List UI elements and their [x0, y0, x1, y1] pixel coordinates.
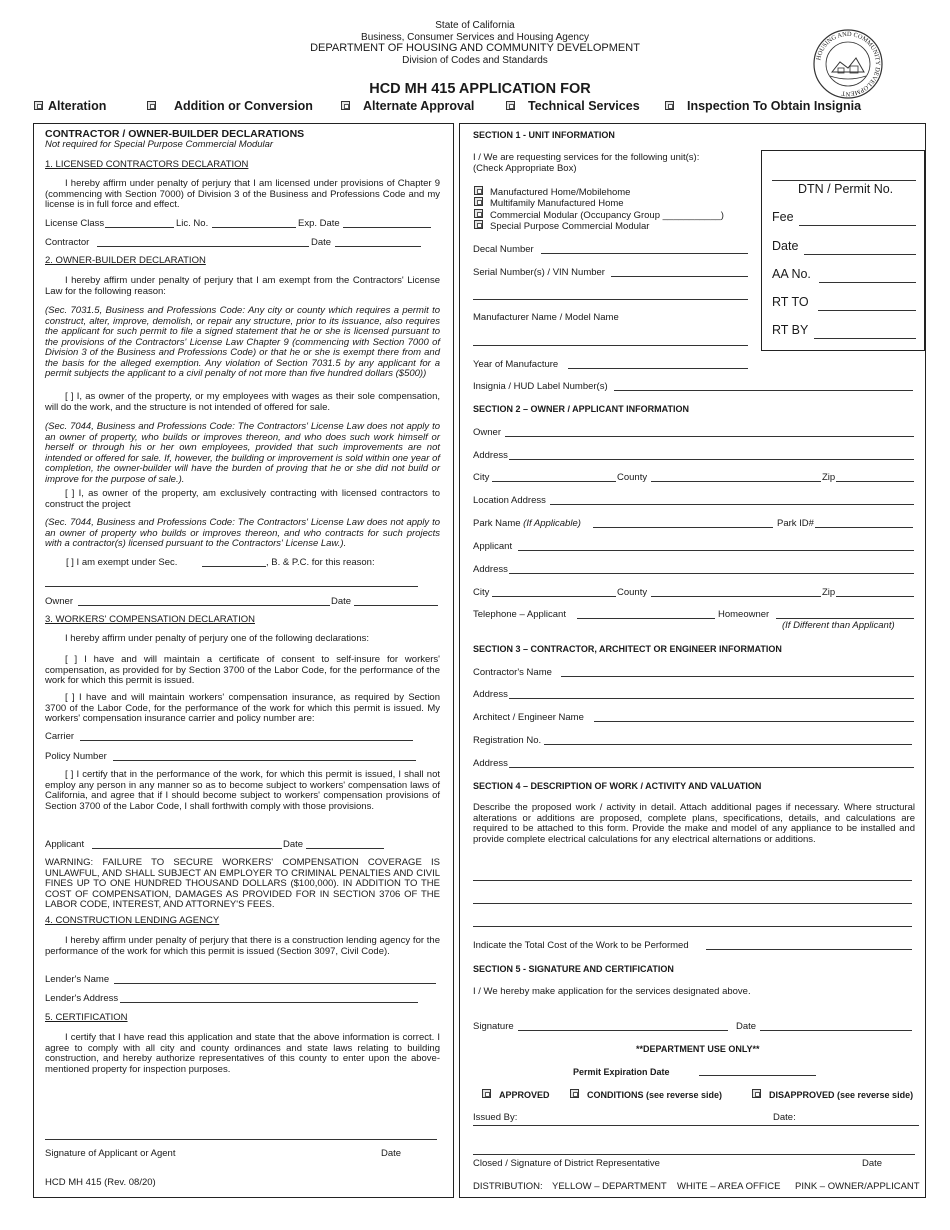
owner-applicant-title: SECTION 2 – OWNER / APPLICANT INFORMATION: [473, 404, 690, 414]
r-zip2-label: Zip: [822, 587, 836, 598]
park-id-label: Park ID#: [777, 518, 814, 529]
homeowner-field[interactable]: [776, 618, 914, 619]
checkbox-icon[interactable]: [474, 220, 483, 229]
licensed-contractors-text: I hereby affirm under penalty of perjury that I am licensed under provisions of Chapter 9 (commencing with Section 7000) of Division 3 of the Business and Professions Code and my license is in full force and effect.: [45, 178, 440, 210]
owner-date-field[interactable]: [354, 605, 438, 606]
page-header: [0, 20, 950, 66]
lenders-address-label: Lender's Address: [45, 993, 119, 1004]
contractor-date-field[interactable]: [335, 246, 421, 247]
architect-label: Architect / Engineer Name: [473, 712, 584, 723]
r-zip-field[interactable]: [836, 481, 914, 482]
checkbox-icon[interactable]: [665, 101, 674, 110]
sec-7031-text: (Sec. 7031.5, Business and Professions Code: Any city or county which requires a permit to construct, alter, improve, demolish, or repair any structure, prior to its issuance, also requires the applicant for such permit to file a signed statement that he or she is licensed pursuant to the provisions of the Contractors' License Law Chapter 9 (commencing with Section 7000 of Division 3 of the Business and Professions Code) or that he or she is exempt there from and the basis for the alleged exemption. Any violation of Section 7031.5 by any applicant for a permit subjects the applicant to a civil penalty of not more than five hundred dollars ($500)): [45, 305, 440, 379]
r-zip2-field[interactable]: [836, 596, 914, 597]
r-county-label: County: [617, 472, 648, 483]
contractor-label: Contractor: [45, 237, 90, 248]
signature-certification-title: SECTION 5 - SIGNATURE AND CERTIFICATION: [473, 964, 674, 974]
lenders-name-field[interactable]: [114, 983, 436, 984]
if-different-note: (If Different than Applicant): [782, 620, 895, 631]
permit-expiration-field[interactable]: [699, 1075, 816, 1076]
department-use-only: **DEPARTMENT USE ONLY**: [636, 1044, 760, 1054]
unit-type-multifamily[interactable]: Multifamily Manufactured Home: [474, 197, 624, 209]
applicant-date-field[interactable]: [306, 848, 384, 849]
owner-date-label: Date: [331, 596, 352, 607]
r-county-field[interactable]: [651, 481, 821, 482]
workers-comp-title: 3. WORKERS' COMPENSATION DECLARATION: [45, 614, 255, 625]
certify-no-employ-option[interactable]: [ ] I certify that in the performance of the work, for which this permit is issued, I shall not employ any person in any manner so as to become subject to workers' compensation laws of California, and agree that if I should become subject to workers' compensation provisions of Section 3700 of the Labor Code, I shall forthwith comply with those provisions.: [45, 769, 440, 812]
r-address3-label: Address: [473, 689, 508, 700]
checkbox-icon[interactable]: [570, 1089, 579, 1098]
r-applicant-field[interactable]: [518, 550, 914, 551]
telephone-applicant-label: Telephone – Applicant: [473, 609, 566, 620]
r-signature-date-field[interactable]: [760, 1030, 912, 1031]
certification-text: I certify that I have read this application and state that the above information is correct. I agree to comply with all city and county ordinances and state laws relating to building construction, and hereby authorize representatives of this county to enter upon the above-mentioned property for inspection purposes.: [45, 1032, 440, 1075]
year-manufacture-label: Year of Manufacture: [473, 359, 559, 370]
r-address-field[interactable]: [509, 459, 914, 460]
certification-title: 5. CERTIFICATION: [45, 1012, 128, 1023]
license-class-label: License Class: [45, 218, 105, 229]
insurance-option[interactable]: [ ] I have and will maintain workers' compensation insurance, as required by Section 3700 of the Labor Code, for the performance of the work for which this permit is issued. My workers' compensation insurance carrier and policy number are:: [45, 692, 440, 724]
checkbox-icon[interactable]: [147, 101, 156, 110]
r-address-label: Address: [473, 450, 508, 461]
approved-option[interactable]: APPROVED: [482, 1089, 550, 1101]
lending-agency-title: 4. CONSTRUCTION LENDING AGENCY: [45, 915, 220, 926]
type-inspection-insignia[interactable]: Inspection To Obtain Insignia: [665, 99, 861, 113]
workers-comp-warning: WARNING: FAILURE TO SECURE WORKERS' COMPENSATION COVERAGE IS UNLAWFUL, AND SHALL SUBJECT AN EMPLOYER TO CRIMINAL PENALTIES AND CIVIL FINES UP TO ONE HUNDRED THOUSAND DOLLARS ($100,000). IN ADDITION TO THE COST OF COMPENSATION, DAMAGES AS PROVIDED FOR IN SECTION 3706 OF THE LABOR CODE, INTEREST, AND ATTORNEY'S FEES.: [45, 857, 440, 910]
architect-field[interactable]: [594, 721, 914, 722]
checkbox-icon[interactable]: [752, 1089, 761, 1098]
r-address2-label: Address: [473, 564, 508, 575]
aa-no-field[interactable]: [819, 282, 916, 283]
agency-name: Business, Consumer Services and Housing Agency: [361, 31, 589, 43]
license-class-field[interactable]: [105, 227, 174, 228]
decal-number-label: Decal Number: [473, 244, 534, 255]
aa-no-label: AA No.: [772, 267, 811, 281]
lending-agency-text: I hereby affirm under penalty of perjury that there is a construction lending agency for the performance of the work for which this permit is issued (Section 3097, Civil Code).: [45, 935, 440, 957]
checkbox-icon[interactable]: [474, 186, 483, 195]
exempt-option-label[interactable]: [ ] I am exempt under Sec.: [66, 557, 178, 568]
rt-to-label: RT TO: [772, 295, 809, 309]
checkbox-icon[interactable]: [341, 101, 350, 110]
distribution-white: WHITE – AREA OFFICE: [677, 1181, 781, 1192]
r-zip-label: Zip: [822, 472, 836, 483]
owner-label: Owner: [45, 596, 73, 607]
division-name: Division of Codes and Standards: [402, 54, 548, 66]
fee-field[interactable]: [799, 225, 916, 226]
year-manufacture-field[interactable]: [568, 368, 748, 369]
unit-type-manufactured[interactable]: Manufactured Home/Mobilehome: [474, 186, 630, 198]
description-line-3[interactable]: [473, 926, 912, 927]
manufacturer-model-label: Manufacturer Name / Model Name: [473, 312, 619, 323]
owner-contracting-option[interactable]: [ ] I, as owner of the property, am exclusively contracting with licensed contractors to construct the project: [45, 488, 440, 510]
r-signature-field[interactable]: [518, 1030, 728, 1031]
type-alternate-approval[interactable]: Alternate Approval: [341, 99, 474, 113]
sec-7044b-text: (Sec. 7044, Business and Professions Code: The Contractors' License Law does not apply to an owner of property who builds or improves thereon, and who contracts for such projects with a contractor(s) licensed pursuant to the Contractors' License Law.).: [45, 517, 440, 549]
dtn-permit-box: [761, 150, 925, 351]
total-cost-field[interactable]: [706, 949, 912, 950]
form-number: HCD MH 415 (Rev. 08/20): [45, 1177, 156, 1188]
state-name: State of California: [435, 20, 515, 31]
closed-signature-field[interactable]: [473, 1154, 915, 1155]
r-address3-field[interactable]: [509, 698, 914, 699]
r-signature-date-label: Date: [736, 1021, 757, 1032]
exp-date-field[interactable]: [343, 227, 431, 228]
closed-signature-label: Closed / Signature of District Representative: [473, 1158, 660, 1169]
type-technical-services[interactable]: Technical Services: [506, 99, 640, 113]
decal-number-field[interactable]: [541, 253, 748, 254]
policy-number-label: Policy Number: [45, 751, 107, 762]
serial-vin-field-2[interactable]: [473, 299, 748, 300]
telephone-applicant-field[interactable]: [577, 618, 715, 619]
form-title: HCD MH 415 APPLICATION FOR: [369, 81, 591, 97]
lic-no-label: Lic. No.: [176, 218, 209, 229]
r-city-field[interactable]: [492, 481, 616, 482]
declarations-heading: CONTRACTOR / OWNER-BUILDER DECLARATIONS: [45, 128, 305, 140]
applicant-field[interactable]: [92, 848, 282, 849]
rt-by-field[interactable]: [814, 338, 916, 339]
contractor-architect-title: SECTION 3 – CONTRACTOR, ARCHITECT OR ENGINEER INFORMATION: [473, 644, 782, 654]
issued-by-field[interactable]: [473, 1125, 919, 1126]
unit-check-instruction: (Check Appropriate Box): [473, 163, 577, 174]
sec-7044a-text: (Sec. 7044, Business and Professions Code: The Contractors' License Law does not apply to an owner of property, who builds or improves thereon, and who does such work himself or herself or through his or her own employees, provided that such improvements are not intended or offered for sale. If, however, the building or improvement is sold within one year of completion, the owner-builder will have the burden of proving that he or she did not build or improve for the purpose of sale.).: [45, 421, 440, 485]
description-line-2[interactable]: [473, 903, 912, 904]
owner-wages-option[interactable]: [ ] I, as owner of the property, or my employees with wages as their sole compensation, will do the work, and the structure is not intended of offered for sale.: [45, 391, 440, 413]
park-name-field[interactable]: [593, 527, 773, 528]
r-county2-label: County: [617, 587, 648, 598]
checkbox-icon[interactable]: [34, 101, 43, 110]
exp-date-label: Exp. Date: [298, 218, 340, 229]
total-cost-label: Indicate the Total Cost of the Work to be Performed: [473, 940, 689, 951]
applicant-label: Applicant: [45, 839, 85, 850]
carrier-label: Carrier: [45, 731, 75, 742]
self-insure-option[interactable]: [ ] I have and will maintain a certificate of consent to self-insure for workers' compensation, as provided for by Section 3700 of the Labor Code, for the performance of the work for which this permit is issued.: [45, 654, 440, 686]
fee-label: Fee: [772, 210, 794, 224]
r-city2-field[interactable]: [492, 596, 616, 597]
registration-field[interactable]: [544, 744, 912, 745]
signature-agent-label: Signature of Applicant or Agent: [45, 1148, 176, 1159]
contractor-field[interactable]: [97, 246, 309, 247]
type-addition-conversion[interactable]: Addition or Conversion: [147, 99, 313, 113]
contractor-date-label: Date: [311, 237, 332, 248]
lic-no-field[interactable]: [212, 227, 296, 228]
contractor-name-label: Contractor's Name: [473, 667, 552, 678]
unit-information-title: SECTION 1 - UNIT INFORMATION: [473, 130, 615, 140]
lenders-name-label: Lender's Name: [45, 974, 110, 985]
checkbox-icon[interactable]: [482, 1089, 491, 1098]
distribution-pink: PINK – OWNER/APPLICANT: [795, 1181, 920, 1192]
checkbox-icon[interactable]: [474, 197, 483, 206]
insignia-field[interactable]: [614, 390, 913, 391]
carrier-field[interactable]: [80, 740, 413, 741]
r-address4-field[interactable]: [509, 767, 914, 768]
r-owner-label: Owner: [473, 427, 501, 438]
owner-builder-text: I hereby affirm under penalty of perjury that I am exempt from the Contractors' License Law for the following reason:: [45, 275, 440, 297]
department-name: DEPARTMENT OF HOUSING AND COMMUNITY DEVELOPMENT: [310, 42, 640, 54]
application-type-row: [34, 99, 934, 115]
dtn-date-label: Date: [772, 239, 799, 253]
exempt-reason-label: , B. & P.C. for this reason:: [266, 557, 375, 568]
r-city2-label: City: [473, 587, 490, 598]
signature-agent-field[interactable]: [45, 1139, 437, 1140]
location-address-label: Location Address: [473, 495, 546, 506]
licensed-contractors-title: 1. LICENSED CONTRACTORS DECLARATION: [45, 159, 249, 170]
unit-request-text: I / We are requesting services for the following unit(s):: [473, 152, 700, 163]
exempt-sec-field[interactable]: [202, 566, 266, 567]
description-work-text: Describe the proposed work / activity in detail. Attach additional pages if necessary. Where structural alterations or additions are proposed, complete plans, specifications, details, and calculations are required to be attached to this form. Provide the make and model of any appliance to be installed and provide complete electrical calculations for any electrical alternations or additions.: [473, 802, 915, 845]
disapproved-option[interactable]: DISAPPROVED (see reverse side): [752, 1089, 913, 1101]
r-owner-field[interactable]: [505, 436, 914, 437]
manufacturer-model-field[interactable]: [473, 345, 748, 346]
owner-builder-title: 2. OWNER-BUILDER DECLARATION: [45, 255, 206, 266]
declarations-subheading: Not required for Special Purpose Commercial Modular: [45, 139, 274, 150]
registration-label: Registration No.: [473, 735, 542, 746]
rt-to-field[interactable]: [818, 310, 916, 311]
r-applicant-label: Applicant: [473, 541, 513, 552]
exempt-reason-field[interactable]: [45, 586, 418, 587]
owner-field[interactable]: [78, 605, 330, 606]
dtn-permit-label: DTN / Permit No.: [798, 182, 894, 196]
insignia-label: Insignia / HUD Label Number(s): [473, 381, 608, 392]
serial-vin-label: Serial Number(s) / VIN Number: [473, 267, 605, 278]
dtn-permit-field[interactable]: [772, 180, 916, 181]
signature-agent-date-label: Date: [381, 1148, 402, 1159]
lenders-address-field[interactable]: [120, 1002, 418, 1003]
park-id-field[interactable]: [815, 527, 913, 528]
r-address4-label: Address: [473, 758, 508, 769]
unit-type-commercial-modular[interactable]: Commercial Modular (Occupancy Group ___________): [474, 209, 724, 221]
contractor-name-field[interactable]: [561, 676, 914, 677]
issued-by-label: Issued By:: [473, 1112, 518, 1123]
checkbox-icon[interactable]: [474, 209, 483, 218]
park-name-label: Park Name (If Applicable): [473, 518, 581, 529]
serial-vin-field[interactable]: [611, 276, 748, 277]
applicant-date-label: Date: [283, 839, 304, 850]
unit-type-special-purpose[interactable]: Special Purpose Commercial Modular: [474, 220, 649, 232]
type-alteration[interactable]: Alteration: [34, 99, 106, 113]
closed-signature-date-label: Date: [862, 1158, 883, 1169]
permit-expiration-label: Permit Expiration Date: [573, 1067, 670, 1077]
conditions-option[interactable]: CONDITIONS (see reverse side): [570, 1089, 722, 1101]
distribution-label: DISTRIBUTION:: [473, 1181, 543, 1192]
distribution-yellow: YELLOW – DEPARTMENT: [552, 1181, 667, 1192]
r-signature-label: Signature: [473, 1021, 514, 1032]
rt-by-label: RT BY: [772, 323, 809, 337]
location-address-field[interactable]: [550, 504, 914, 505]
homeowner-label: Homeowner: [718, 609, 770, 620]
description-work-title: SECTION 4 – DESCRIPTION OF WORK / ACTIVITY AND VALUATION: [473, 781, 762, 791]
description-line-1[interactable]: [473, 880, 912, 881]
issued-date-label: Date:: [773, 1112, 796, 1123]
dtn-date-field[interactable]: [804, 254, 916, 255]
signature-certification-text: I / We hereby make application for the services designated above.: [473, 986, 751, 997]
svg-text:HOUSING AND COMMUNITY DEVELOPM: HOUSING AND COMMUNITY DEVELOPMENT: [815, 30, 882, 98]
checkbox-icon[interactable]: [506, 101, 515, 110]
r-city-label: City: [473, 472, 490, 483]
policy-number-field[interactable]: [113, 760, 416, 761]
r-county2-field[interactable]: [651, 596, 821, 597]
workers-comp-text: I hereby affirm under penalty of perjury one of the following declarations:: [65, 633, 369, 644]
r-address2-field[interactable]: [509, 573, 914, 574]
